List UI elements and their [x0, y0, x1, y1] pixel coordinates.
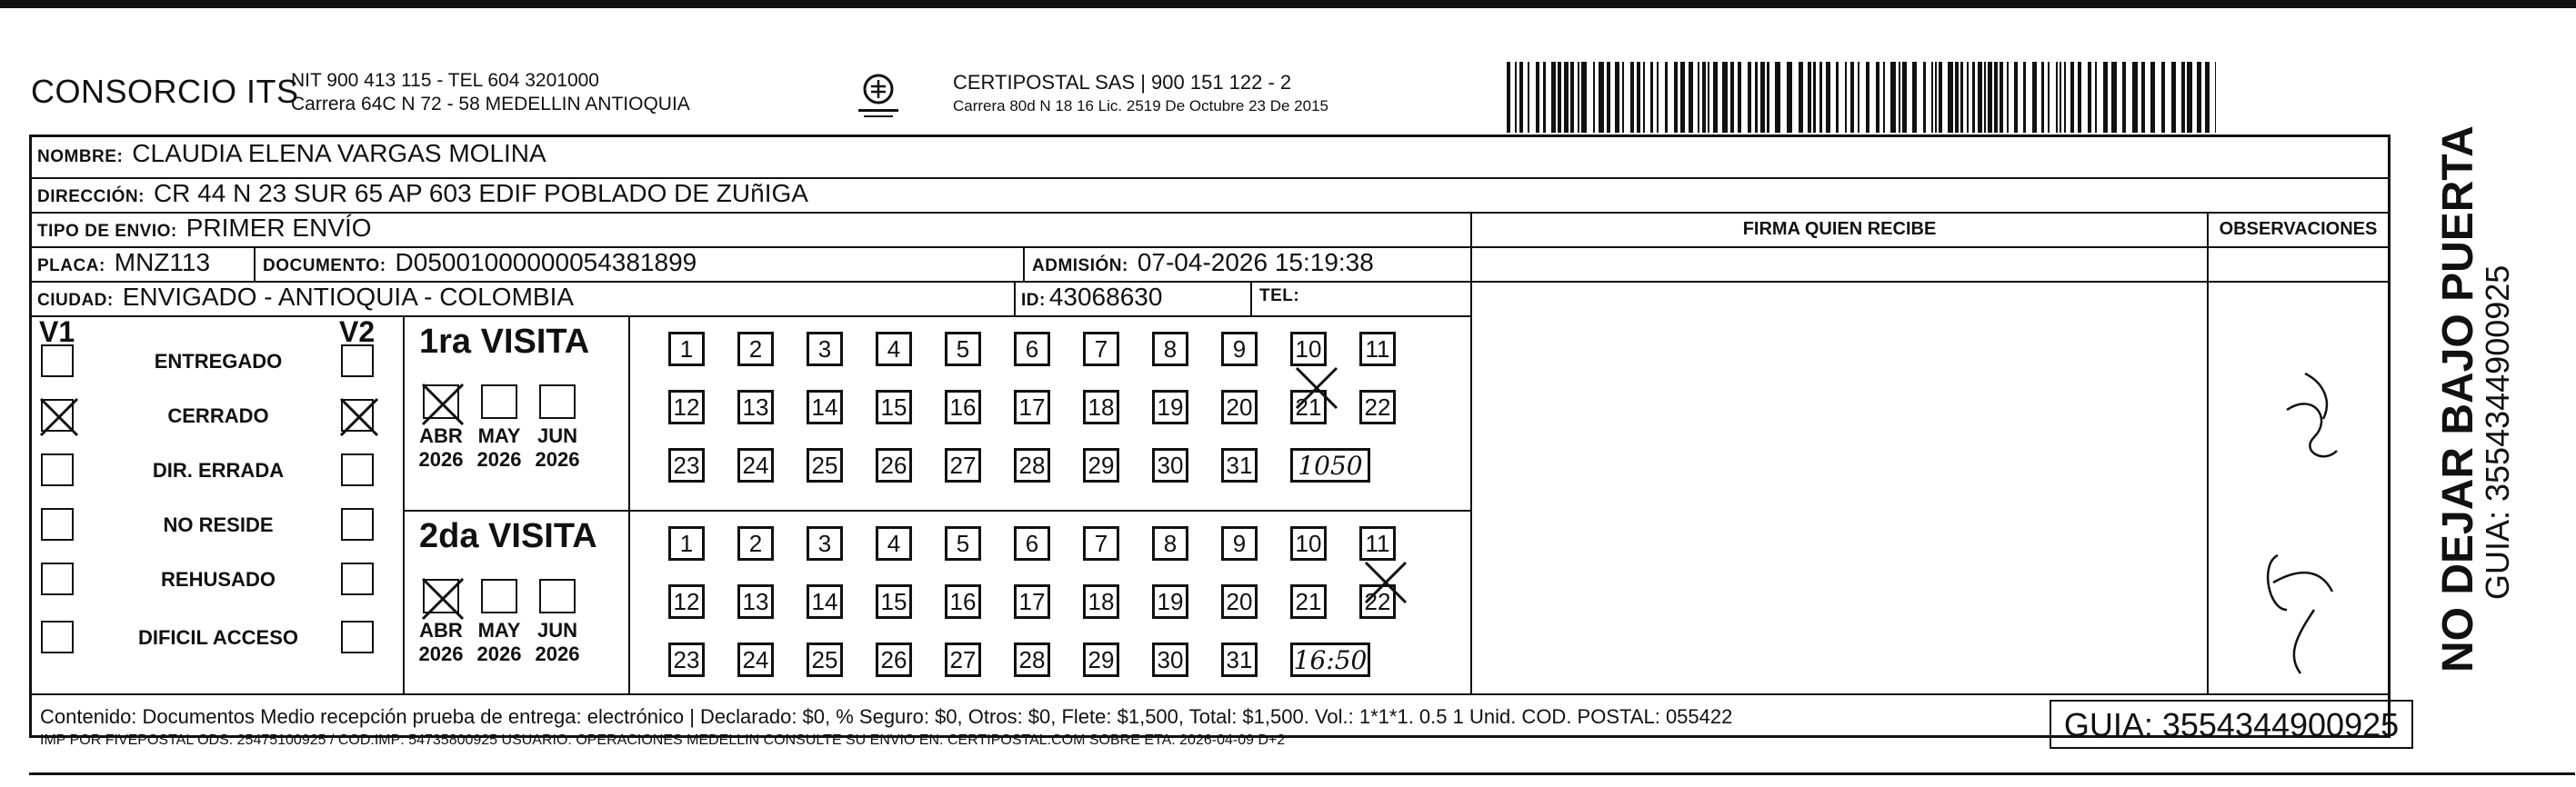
barcode-bar — [2023, 62, 2026, 133]
barcode-bar — [1665, 62, 1668, 133]
barcode-bar — [1738, 62, 1741, 133]
day-box[interactable]: 25 — [807, 448, 843, 483]
day-box[interactable]: 16 — [945, 390, 981, 424]
barcode-bar — [1702, 62, 1706, 133]
placa-row — [37, 248, 210, 277]
barcode-bar — [1972, 62, 1975, 133]
barcode-bar — [1836, 62, 1839, 133]
barcode-bar — [2014, 62, 2018, 133]
day-box[interactable]: 30 — [1152, 448, 1188, 483]
v1-checkbox[interactable] — [41, 453, 74, 486]
v2-checkbox[interactable] — [341, 508, 374, 541]
month-checkbox[interactable] — [481, 579, 517, 613]
status-label: REHUSADO — [161, 568, 276, 591]
v2-header: V2 — [339, 315, 376, 348]
rule — [1470, 281, 2388, 283]
day-box[interactable]: 17 — [1014, 584, 1050, 619]
company-name: CONSORCIO ITS — [31, 73, 299, 110]
nit-line: NIT 900 413 115 - TEL 604 3201000 — [291, 70, 599, 91]
direccion-value: CR 44 N 23 SUR 65 AP 603 EDIF POBLADO DE ZUñIGA — [153, 179, 808, 207]
day-box[interactable]: 18 — [1083, 390, 1119, 424]
barcode-bar — [1680, 62, 1685, 133]
barcode-bar — [1866, 62, 1869, 133]
guia-box: GUIA: 3554344900925 — [2050, 700, 2413, 749]
day-box[interactable]: 17 — [1014, 390, 1050, 424]
day-box[interactable]: 11 — [1359, 526, 1396, 561]
barcode-bar — [1698, 62, 1699, 133]
barcode-bar — [1637, 62, 1640, 133]
barcode-bar — [1912, 62, 1917, 133]
placa-value: MNZ113 — [114, 248, 211, 276]
barcode-bar — [1967, 62, 1969, 133]
day-box[interactable]: 31 — [1221, 643, 1258, 677]
visit-title: 2da VISITA — [419, 517, 597, 555]
barcode-bar — [2141, 62, 2145, 133]
barcode-bar — [1960, 62, 1963, 133]
month-name: ABR — [419, 424, 463, 447]
barcode-bar — [1826, 62, 1830, 133]
check-mark-icon — [337, 395, 381, 439]
barcode-bar — [1564, 62, 1569, 133]
observaciones-header: OBSERVACIONES — [2219, 219, 2378, 239]
month-checkbox[interactable] — [423, 384, 459, 419]
day-box[interactable]: 19 — [1152, 584, 1188, 619]
rule — [1470, 212, 1472, 693]
direccion-row — [37, 179, 808, 208]
status-label: ENTREGADO — [154, 350, 283, 373]
barcode-bar — [1515, 62, 1517, 133]
handwritten-time: 16:50 — [1290, 643, 1370, 677]
month-checkbox[interactable] — [423, 579, 459, 613]
v1-checkbox[interactable] — [41, 563, 74, 595]
day-box[interactable]: 2 — [737, 332, 774, 366]
day-box[interactable]: 26 — [876, 448, 912, 483]
day-box[interactable]: 7 — [1083, 526, 1119, 561]
day-box[interactable]: 7 — [1083, 332, 1119, 366]
barcode-bar — [1845, 62, 1847, 133]
bottom-border — [29, 772, 2575, 775]
barcode-bar — [1988, 62, 1992, 133]
barcode-bar — [2078, 62, 2081, 133]
tipo-label: TIPO DE ENVIO: — [37, 222, 177, 241]
barcode-bar — [1558, 62, 1561, 133]
month-name: ABR — [419, 619, 463, 642]
barcode-bar — [1748, 62, 1751, 133]
top-border — [0, 0, 2576, 8]
status-label: DIFICIL ACCESO — [137, 626, 298, 649]
month-label — [414, 424, 468, 472]
side-warning: NO DEJAR BAJO PUERTA — [2434, 125, 2482, 672]
barcode-bar — [2088, 62, 2091, 133]
day-box[interactable]: 8 — [1152, 526, 1188, 561]
day-box[interactable]: 16 — [945, 584, 981, 619]
nombre-label: NOMBRE: — [37, 147, 124, 166]
barcode-bar — [1923, 62, 1926, 133]
barcode-bar — [1876, 62, 1879, 133]
day-box[interactable]: 25 — [807, 643, 843, 677]
placa-label: PLACA: — [37, 256, 105, 275]
barcode-bar — [1722, 62, 1728, 133]
delivery-form — [29, 134, 2391, 738]
day-box[interactable]: 9 — [1221, 526, 1258, 561]
month-label — [530, 619, 585, 666]
day-box[interactable]: 19 — [1152, 390, 1188, 424]
barcode-bar — [2070, 62, 2074, 133]
firma-header: FIRMA QUIEN RECIBE — [1742, 219, 1937, 239]
v1-checkbox[interactable] — [41, 621, 74, 653]
status-label: CERRADO — [167, 404, 269, 427]
barcode-bar — [2060, 62, 2061, 133]
v2-checkbox[interactable] — [341, 399, 374, 432]
observaciones-signature — [2250, 337, 2360, 682]
day-box[interactable]: 10 — [1290, 526, 1327, 561]
day-box[interactable]: 28 — [1014, 448, 1050, 483]
barcode-bar — [2171, 62, 2176, 133]
day-box[interactable]: 18 — [1083, 584, 1119, 619]
barcode-bar — [1570, 62, 1574, 133]
documento-label: DOCUMENTO: — [263, 256, 386, 275]
barcode-bar — [2132, 62, 2138, 133]
month-year: 2026 — [535, 643, 580, 665]
barcode-bar — [1689, 62, 1693, 133]
day-box[interactable]: 13 — [737, 390, 774, 424]
barcode-bar — [1551, 62, 1556, 133]
day-box[interactable]: 15 — [876, 390, 912, 424]
rule — [403, 315, 405, 693]
month-year: 2026 — [476, 448, 522, 471]
day-box[interactable]: 11 — [1359, 332, 1396, 366]
footer-imprint: IMP POR FIVEPOSTAL ODS: 25475100925 / COD.IMP: 54735800925 USUARIO: OPERACIONES MEDELLIN CONSULTE SU ENVIO EN: CERTIPOSTAL.COM SOBRE ETA: 2026-04-09 D+2 — [40, 732, 1286, 748]
v1-checkbox[interactable] — [41, 344, 74, 377]
v2-checkbox[interactable] — [341, 563, 374, 595]
day-box[interactable]: 8 — [1152, 332, 1188, 366]
nombre-value: CLAUDIA ELENA VARGAS MOLINA — [132, 139, 546, 167]
rule — [32, 693, 2388, 695]
day-box[interactable]: 5 — [945, 332, 981, 366]
month-year: 2026 — [535, 448, 580, 471]
rule — [254, 246, 256, 281]
barcode-bar — [1674, 62, 1678, 133]
id-value: 43068630 — [1048, 283, 1163, 311]
rule — [1023, 246, 1025, 281]
v1-checkbox[interactable] — [41, 399, 74, 432]
month-label — [472, 619, 526, 666]
barcode-bar — [1955, 62, 1959, 133]
courier-license: Carrera 80d N 18 16 Lic. 2519 De Octubre 23 De 2015 — [953, 97, 1328, 115]
check-mark-icon — [37, 395, 81, 439]
barcode-bar — [1713, 62, 1718, 133]
barcode-bar — [1935, 62, 1937, 133]
barcode-bar — [1581, 62, 1587, 133]
day-box[interactable]: 3 — [807, 526, 843, 561]
rule — [628, 315, 630, 693]
barcode-bar — [2064, 62, 2066, 133]
day-box[interactable]: 27 — [945, 448, 981, 483]
barcode-bar — [1984, 62, 1986, 133]
tipo-value: PRIMER ENVÍO — [185, 214, 372, 242]
courier-line: CERTIPOSTAL SAS | 900 151 122 - 2 — [953, 71, 1292, 94]
month-name: MAY — [477, 619, 521, 642]
barcode-bar — [1708, 62, 1709, 133]
day-box[interactable]: 29 — [1083, 643, 1119, 677]
barcode-bar — [1760, 62, 1765, 133]
day-box[interactable]: 29 — [1083, 448, 1119, 483]
documento-value: D05001000000054381899 — [395, 248, 697, 276]
barcode-bar — [1767, 62, 1769, 133]
barcode-bar — [1630, 62, 1634, 133]
day-box[interactable]: 30 — [1152, 643, 1188, 677]
barcode-bar — [1858, 62, 1859, 133]
month-label — [472, 424, 526, 472]
barcode-bar — [1507, 62, 1510, 133]
barcode-bar — [2007, 62, 2009, 133]
day-box[interactable]: 6 — [1014, 526, 1050, 561]
barcode — [1507, 62, 2216, 133]
barcode-bar — [1813, 62, 1816, 133]
documento-row — [263, 248, 697, 277]
day-box[interactable]: 10 — [1290, 332, 1327, 366]
day-box[interactable]: 31 — [1221, 448, 1258, 483]
barcode-bar — [2095, 62, 2097, 133]
barcode-bar — [2150, 62, 2155, 133]
barcode-bar — [1948, 62, 1953, 133]
courier-info — [953, 71, 1328, 118]
id-label: ID: — [1021, 291, 1046, 310]
day-box[interactable]: 1 — [668, 526, 705, 561]
admision-value: 07-04-2026 15:19:38 — [1137, 248, 1374, 276]
company-contact — [291, 69, 690, 116]
direccion-label: DIRECCIÓN: — [37, 187, 145, 206]
rule — [1250, 281, 1252, 315]
day-box[interactable]: 24 — [737, 448, 774, 483]
month-label — [414, 619, 468, 666]
month-year: 2026 — [418, 448, 464, 471]
barcode-bar — [1902, 62, 1907, 133]
month-name: JUN — [536, 424, 577, 447]
tel-row — [1259, 286, 1299, 306]
v2-checkbox[interactable] — [341, 453, 374, 486]
day-box[interactable]: 9 — [1221, 332, 1258, 366]
barcode-bar — [2111, 62, 2117, 133]
barcode-bar — [1808, 62, 1811, 133]
v2-checkbox[interactable] — [341, 344, 374, 377]
status-label: DIR. ERRADA — [152, 459, 285, 482]
barcode-bar — [1978, 62, 1982, 133]
barcode-bar — [2041, 62, 2044, 133]
month-checkbox[interactable] — [481, 384, 517, 419]
barcode-bar — [1643, 62, 1645, 133]
rule — [32, 212, 2388, 214]
barcode-bar — [1883, 62, 1885, 133]
barcode-bar — [2000, 62, 2003, 133]
day-box[interactable]: 3 — [807, 332, 843, 366]
barcode-bar — [1994, 62, 1998, 133]
tel-label: TEL: — [1259, 286, 1300, 305]
barcode-bar — [2161, 62, 2165, 133]
v1-header: V1 — [39, 315, 75, 348]
month-checkbox[interactable] — [539, 579, 576, 613]
day-box[interactable]: 28 — [1014, 643, 1050, 677]
month-year: 2026 — [476, 643, 522, 665]
day-box[interactable]: 26 — [876, 643, 912, 677]
v1-checkbox[interactable] — [41, 508, 74, 541]
rule — [1014, 281, 1016, 315]
barcode-bar — [1755, 62, 1758, 133]
barcode-bar — [1650, 62, 1653, 133]
v2-checkbox[interactable] — [341, 621, 374, 653]
admision-row — [1032, 248, 1374, 277]
barcode-bar — [1730, 62, 1734, 133]
barcode-bar — [1799, 62, 1803, 133]
barcode-bar — [1607, 62, 1610, 133]
barcode-bar — [1899, 62, 1900, 133]
rule — [2207, 212, 2209, 693]
barcode-bar — [2187, 62, 2192, 133]
barcode-bar — [2181, 62, 2185, 133]
barcode-bar — [2197, 62, 2201, 133]
tipo-row — [37, 214, 372, 243]
barcode-bar — [2205, 62, 2210, 133]
day-box[interactable]: 20 — [1221, 584, 1258, 619]
rule — [32, 315, 1470, 317]
month-year: 2026 — [418, 643, 464, 665]
visit-title: 1ra VISITA — [419, 323, 590, 361]
ciudad-label: CIUDAD: — [37, 291, 114, 310]
day-box[interactable]: 22 — [1359, 584, 1396, 619]
barcode-bar — [1615, 62, 1619, 133]
day-box[interactable]: 12 — [668, 390, 705, 424]
admision-label: ADMISIÓN: — [1032, 256, 1128, 275]
barcode-bar — [2032, 62, 2037, 133]
check-mark-icon — [419, 575, 466, 623]
day-box[interactable]: 6 — [1014, 332, 1050, 366]
day-box[interactable]: 13 — [737, 584, 774, 619]
day-box[interactable]: 12 — [668, 584, 705, 619]
certipostal-logo — [855, 71, 902, 120]
barcode-bar — [2103, 62, 2108, 133]
day-box[interactable]: 15 — [876, 584, 912, 619]
barcode-bar — [1519, 62, 1523, 133]
ciudad-value: ENVIGADO - ANTIOQUIA - COLOMBIA — [122, 283, 575, 311]
check-mark-icon — [419, 381, 466, 428]
day-box[interactable]: 21 — [1290, 390, 1327, 424]
side-guia: GUIA: 3554344900925 — [2479, 264, 2516, 600]
barcode-bar — [1578, 62, 1579, 133]
month-name: MAY — [477, 424, 521, 447]
barcode-bar — [1787, 62, 1792, 133]
day-box[interactable]: 23 — [668, 643, 705, 677]
nombre-row — [37, 139, 546, 168]
barcode-bar — [1890, 62, 1896, 133]
barcode-bar — [1819, 62, 1822, 133]
id-row — [1021, 283, 1162, 312]
handwritten-time: 1050 — [1290, 448, 1370, 483]
barcode-bar — [1599, 62, 1604, 133]
barcode-bar — [1536, 62, 1539, 133]
day-box[interactable]: 4 — [876, 332, 912, 366]
footer-contents: Contenido: Documentos Medio recepción prueba de entrega: electrónico | Declarado: $0, % Seguro: $0, Otros: $0, Flete: $1,500, Total: $1,500. Vol.: 1*1*1. 0.5 1 Unid. COD. POSTAL: 055422 — [40, 705, 1733, 728]
status-label: NO RESIDE — [163, 513, 274, 536]
barcode-bar — [2215, 62, 2216, 133]
barcode-bar — [2122, 62, 2126, 133]
month-name: JUN — [536, 619, 577, 642]
month-checkbox[interactable] — [539, 384, 576, 419]
day-box[interactable]: 4 — [876, 526, 912, 561]
day-box[interactable]: 2 — [737, 526, 774, 561]
barcode-bar — [1528, 62, 1529, 133]
month-label — [530, 424, 585, 472]
company-address: Carrera 64C N 72 - 58 MEDELLIN ANTIOQUIA — [291, 94, 690, 115]
day-box[interactable]: 24 — [737, 643, 774, 677]
barcode-bar — [1939, 62, 1942, 133]
barcode-bar — [2056, 62, 2058, 133]
day-box[interactable]: 1 — [668, 332, 705, 366]
day-box[interactable]: 5 — [945, 526, 981, 561]
day-box[interactable]: 14 — [807, 584, 843, 619]
barcode-bar — [1931, 62, 1933, 133]
day-box[interactable]: 27 — [945, 643, 981, 677]
barcode-bar — [1622, 62, 1624, 133]
barcode-bar — [1775, 62, 1780, 133]
barcode-bar — [1543, 62, 1546, 133]
day-box[interactable]: 20 — [1221, 390, 1258, 424]
ciudad-row — [37, 283, 574, 312]
barcode-bar — [1593, 62, 1595, 133]
day-box[interactable]: 23 — [668, 448, 705, 483]
rule — [403, 510, 1470, 512]
day-box[interactable]: 21 — [1290, 584, 1327, 619]
day-box[interactable]: 14 — [807, 390, 843, 424]
barcode-bar — [2048, 62, 2050, 133]
day-box[interactable]: 22 — [1359, 390, 1396, 424]
barcode-bar — [1850, 62, 1854, 133]
barcode-bar — [1657, 62, 1659, 133]
